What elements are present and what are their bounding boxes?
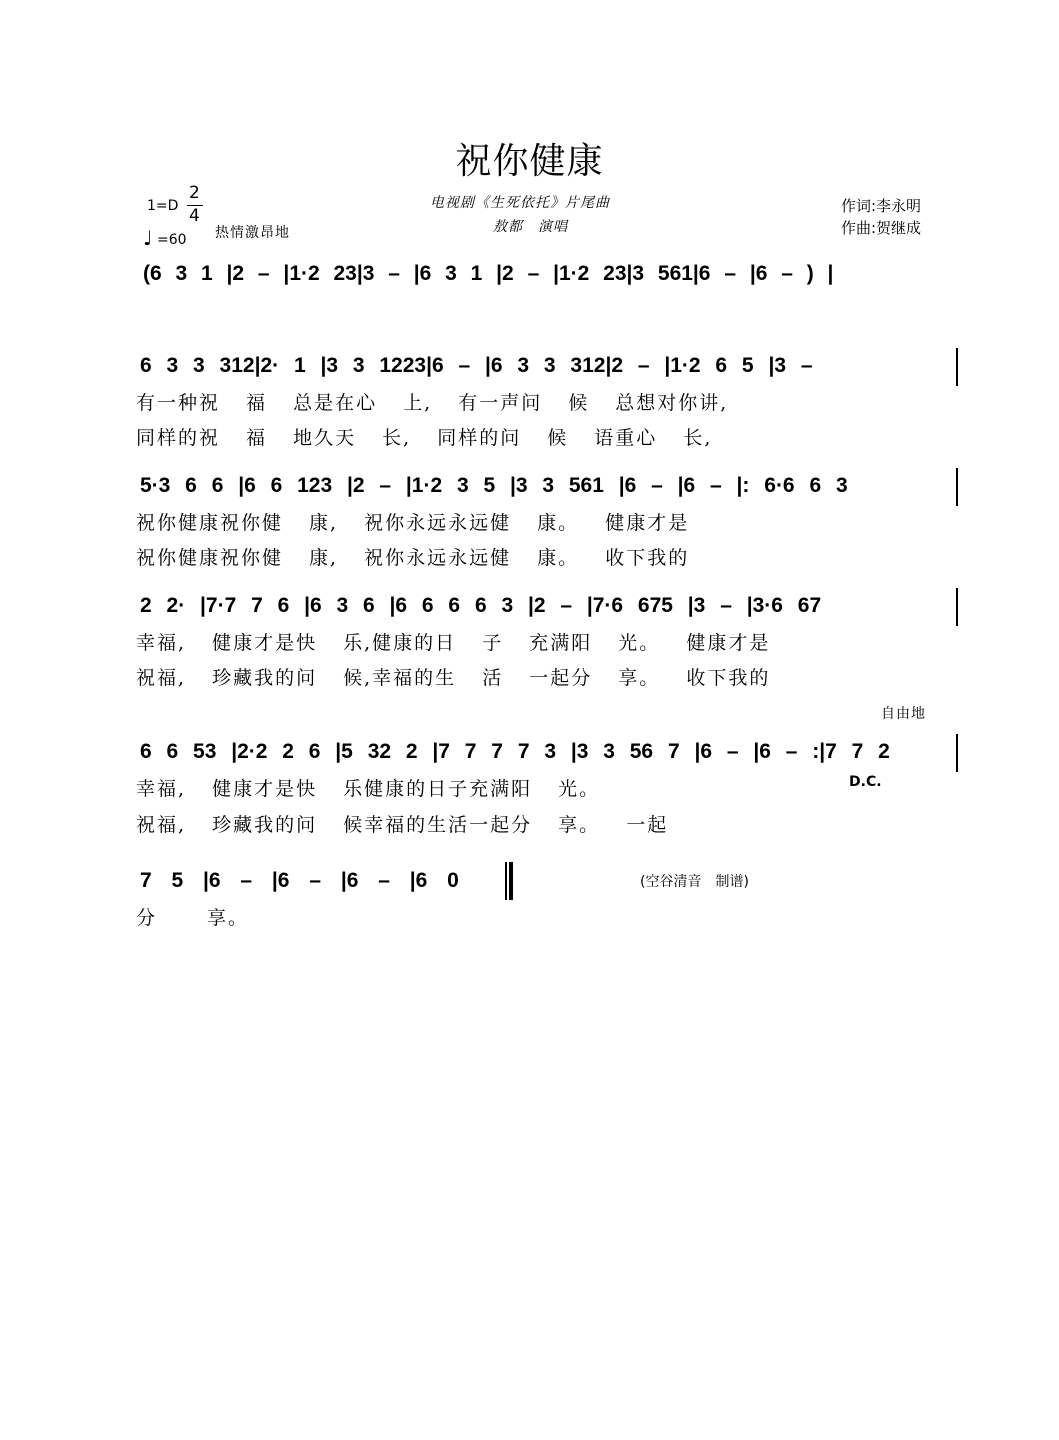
score-line-4: 2 2· |7·7 7 6 |6 3 6 |6 6 6 6 3 |2 – |7·6 675 |3 – |3·6 67 xyxy=(140,594,822,617)
tempo: =60 xyxy=(157,232,187,248)
ad-libitum-mark: 自由地 xyxy=(881,706,926,722)
song-title: 祝你健康 xyxy=(455,141,604,182)
key-signature: 1=D xyxy=(147,198,179,214)
barline xyxy=(956,734,958,772)
barline xyxy=(956,348,958,386)
lyric-line-3-verse-2: 祝你健康祝你健 康, 祝你永远永远健 康。 收下我的 xyxy=(136,547,690,569)
final-barline-thin xyxy=(505,862,507,900)
barline xyxy=(956,588,958,626)
score-line-6: 7 5 |6 – |6 – |6 – |6 0 xyxy=(140,869,459,892)
score-line-1: (6 3 1 |2 – |1·2 23|3 – |6 3 1 |2 – |1·2 23|3 561|6 – |6 – ) | xyxy=(143,262,834,285)
da-capo-mark: D.C. xyxy=(849,774,882,790)
subtitle: 电视剧《生死依托》片尾曲 xyxy=(430,195,610,211)
transcriber-credit: (空谷清音 制谱) xyxy=(640,874,749,890)
lyric-line-3-verse-1: 祝你健康祝你健 康, 祝你永远永远健 康。 健康才是 xyxy=(136,512,690,534)
lyric-line-5-verse-2: 祝福, 珍藏我的问 候幸福的生活一起分 享。 一起 xyxy=(136,814,669,836)
score-line-2: 6 3 3 312|2· 1 |3 3 1223|6 – |6 3 3 312|2 – |1·2 6 5 |3 – xyxy=(140,354,813,377)
expression-mark: 热情激昂地 xyxy=(215,225,290,241)
quarter-note-icon: ♩ xyxy=(143,226,153,250)
lyricist: 作词:李永明 xyxy=(841,197,922,215)
score-line-5: 6 6 53 |2·2 2 6 |5 32 2 |7 7 7 7 3 |3 3 56 7 |6 – |6 – :|7 7 2 xyxy=(140,740,890,763)
performer: 敖都 演唱 xyxy=(493,219,568,235)
final-barline-thick xyxy=(509,862,513,900)
composer: 作曲:贺继成 xyxy=(841,219,922,237)
lyric-line-4-verse-2: 祝福, 珍藏我的问 候,幸福的生 活 一起分 享。 收下我的 xyxy=(136,667,771,689)
time-signature-top: 2 xyxy=(189,183,200,203)
lyric-line-4-verse-1: 幸福, 健康才是快 乐,健康的日 子 充满阳 光。 健康才是 xyxy=(136,632,771,654)
lyric-line-2-verse-2: 同样的祝 福 地久天 长, 同样的问 候 语重心 长, xyxy=(136,427,713,449)
barline xyxy=(956,468,958,506)
lyric-line-5-verse-1: 幸福, 健康才是快 乐健康的日子充满阳 光。 xyxy=(136,778,601,800)
lyric-line-2-verse-1: 有一种祝 福 总是在心 上, 有一声问 候 总想对你讲, xyxy=(136,392,729,414)
time-signature-bottom: 4 xyxy=(189,206,200,226)
score-line-3: 5·3 6 6 |6 6 123 |2 – |1·2 3 5 |3 3 561 |6 – |6 – |: 6·6 6 3 xyxy=(140,474,848,497)
lyric-line-6: 分 享。 xyxy=(136,907,250,929)
